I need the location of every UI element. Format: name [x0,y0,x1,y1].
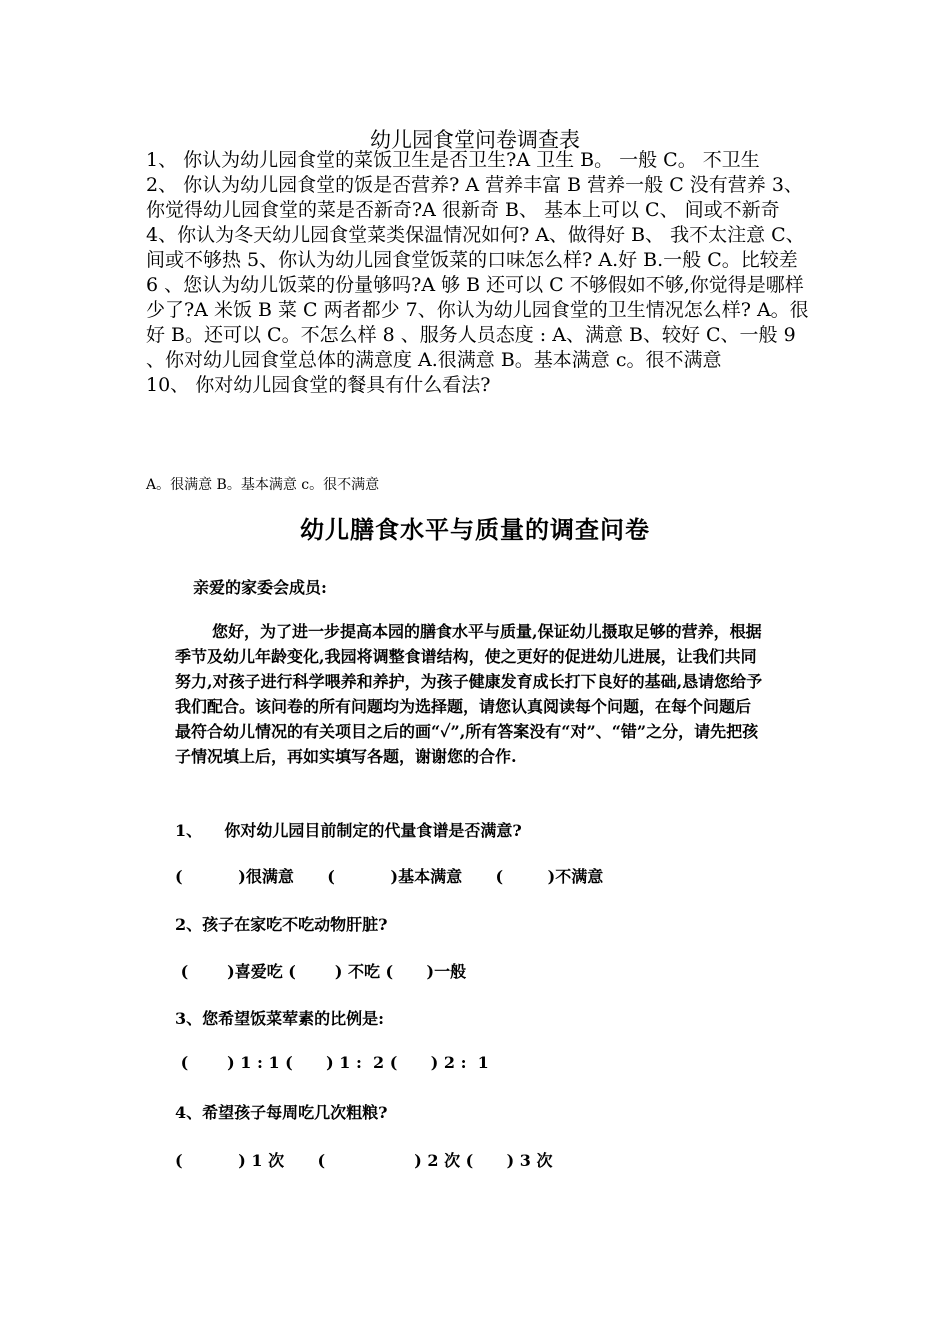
section1-small-line: A。很满意 B。基本满意 c。很不满意 [146,477,380,493]
section1-paragraph-3: 10、 你对幼儿园食堂的餐具有什么看法? [146,374,491,396]
question-1: 1、 你对幼儿园目前制定的代量食谱是否满意? [175,821,522,840]
questionnaire-title-2: 幼儿膳食水平与质量的调查问卷 [300,515,650,544]
question-3-options: ( ) 1 : 1 ( ) 1 : 2 ( ) 2 : 1 [175,1053,489,1072]
greeting: 亲爱的家委会成员: [193,578,327,597]
section1-paragraph-1: 1、 你认为幼儿园食堂的菜饭卫生是否卫生?A 卫生 B。 一般 C。 不卫生 [146,149,760,171]
section1-body [146,148,810,398]
question-4-options: ( ) 1 次 ( ) 2 次 ( ) 3 次 [175,1151,553,1170]
question-3: 3、您希望饭菜荤素的比例是: [175,1009,385,1028]
question-2: 2、孩子在家吃不吃动物肝脏? [175,915,388,934]
questionnaire-title-1: 幼儿园食堂问卷调查表 [370,128,580,152]
question-2-options: ( )喜爱吃 ( ) 不吃 ( )一般 [175,962,467,981]
section1-paragraph-2: 2、 你认为幼儿园食堂的饭是否营养? A 营养丰富 B 营养一般 C 没有营养 3、 你觉得幼儿园食堂的菜是否新奇?A 很新奇 B、 基本上可以 C、 间或不新奇 4、你认为冬天幼儿园食堂菜类保温情况如何? A、做得好 B、 我不太注意 C、 间或不够热 5、你认为幼儿园食堂饭菜的口味怎么样? A.好 B.一般 C。比较差 6 、您认为幼儿饭菜的份量够吗?A 够 B 还可以 C 不够假如不够,你觉得是哪样少了?A 米饭 B 菜 C 两者都少 7、你认为幼儿园食堂的卫生情况怎么样? A。很好 B。还可以 C。不怎么样 8 、服务人员态度 : A、满意 B、较好 C、一般 9 、你对幼儿园食堂总体的满意度 A.很满意 B。基本满意 c。很不满意 [146,174,809,371]
intro-paragraph: 您好，为了进一步提高本园的膳食水平与质量,保证幼儿摄取足够的营养，根据季节及幼儿年龄变化,我园将调整食谱结构，使之更好的促进幼儿进展，让我们共同努力,对孩子进行科学喂养和养护，为孩子健康发育成长打下良好的基础,恳请您给予我们配合。该问卷的所有问题均为选择题，请您认真阅读每个问题，在每个问题后最符合幼儿情况的有关项目之后的画“✓”,所有答案没有“对”、“错”之分，请先把孩子情况填上后，再如实填写各题，谢谢您的合作. [175,622,763,766]
question-1-options: ( )很满意 ( )基本满意 ( )不满意 [175,867,604,886]
question-4: 4、希望孩子每周吃几次粗粮? [175,1103,388,1122]
